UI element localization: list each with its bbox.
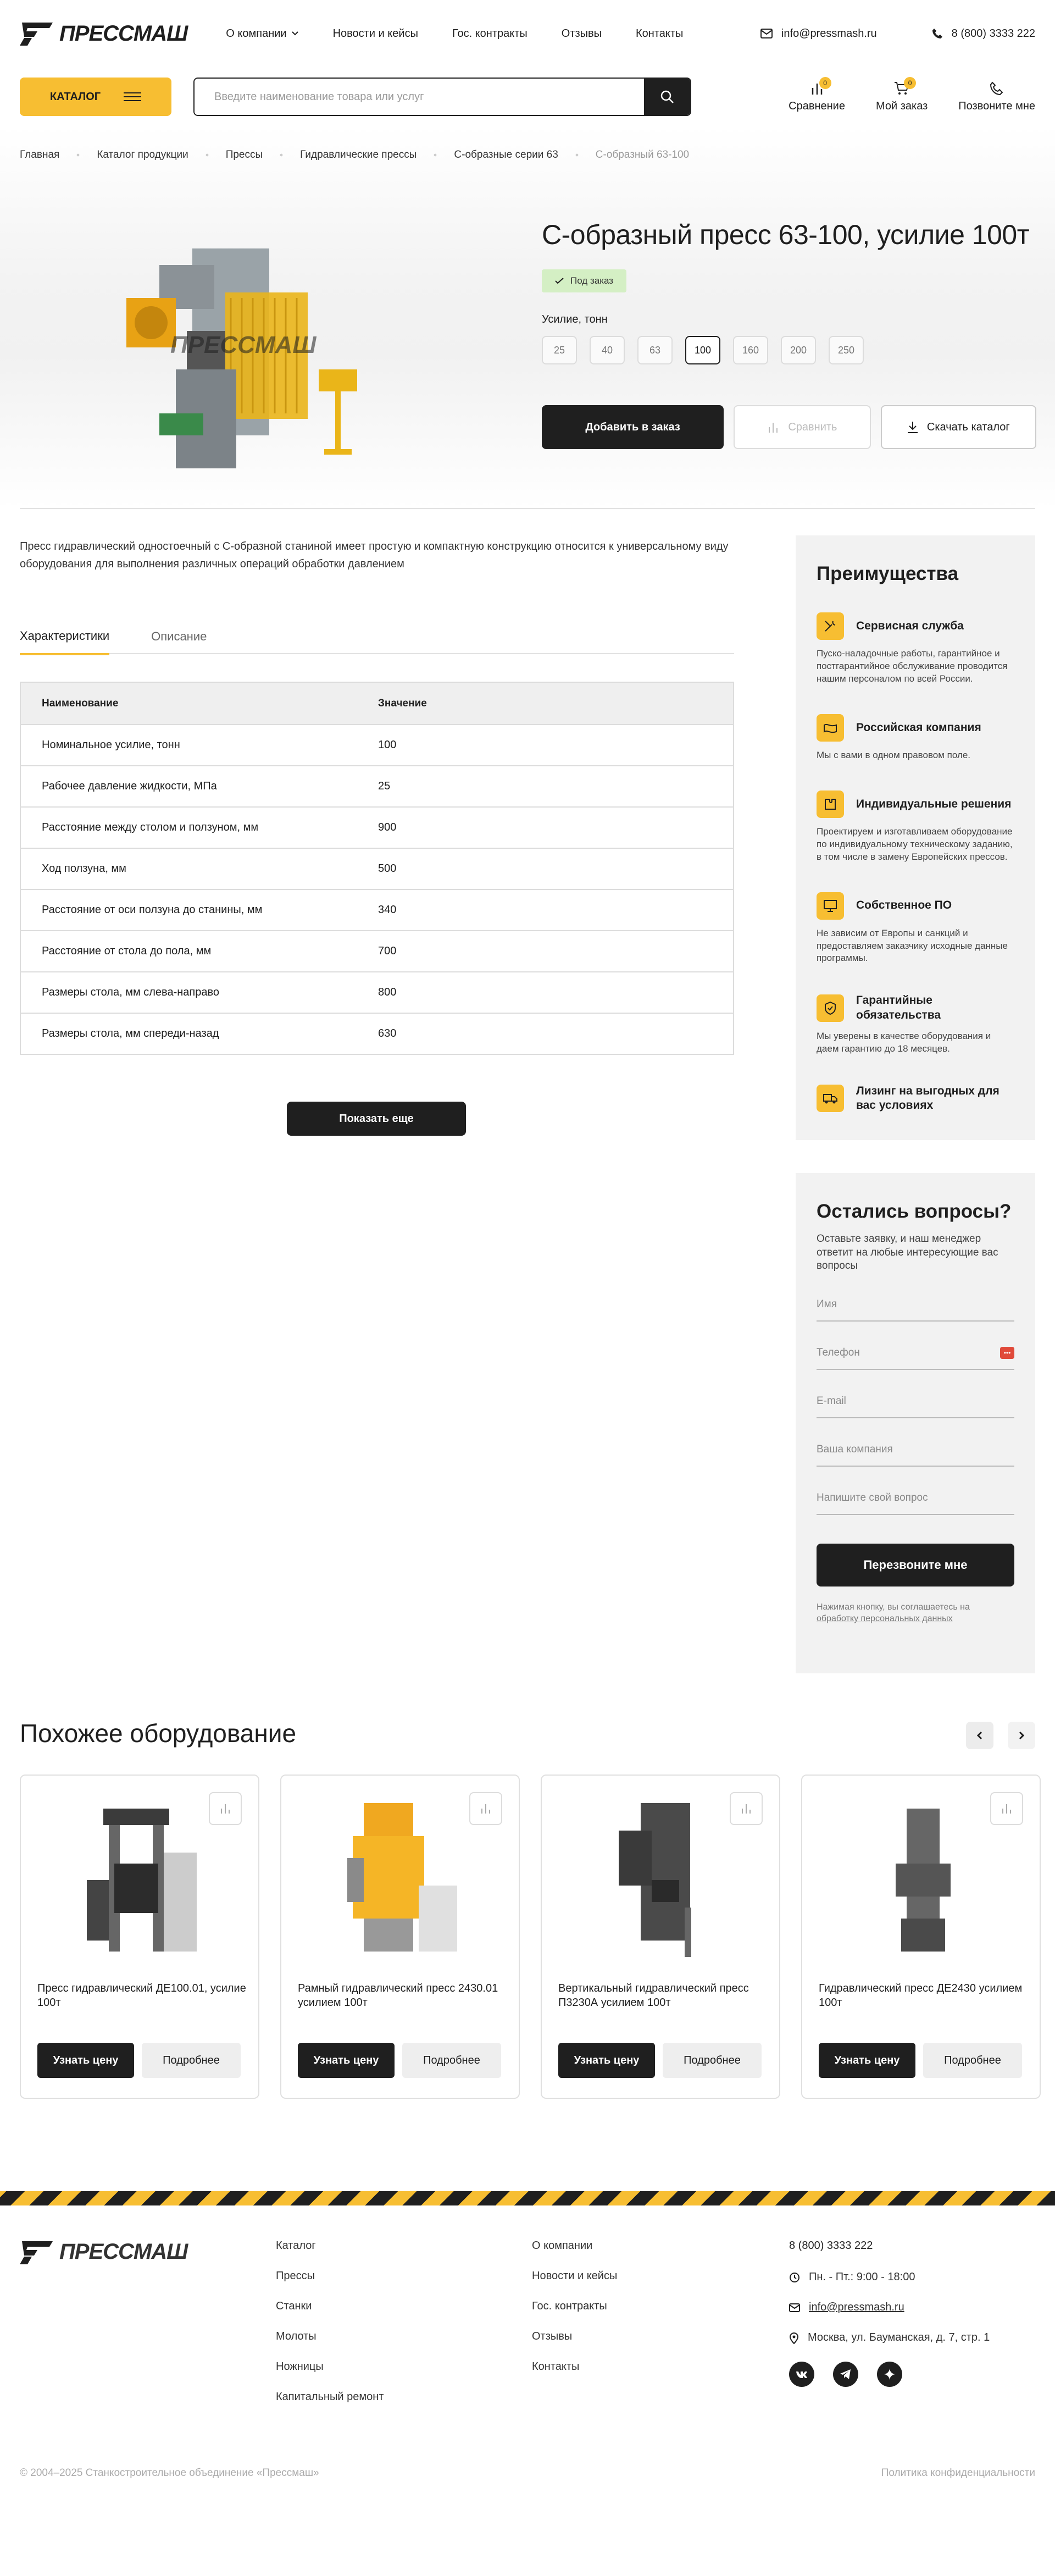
bar-chart-icon (767, 421, 779, 434)
force-selector (542, 336, 1036, 364)
clock-icon (789, 2272, 800, 2283)
nav-item-about[interactable] (226, 27, 298, 40)
compare-label: Сравнить (788, 421, 837, 433)
card-compare-button[interactable] (990, 1792, 1023, 1825)
download-catalog-button[interactable] (881, 405, 1036, 449)
bar-chart-icon (1001, 1803, 1013, 1815)
product-card[interactable] (801, 1775, 1041, 2099)
force-option[interactable]: 250 (829, 336, 864, 364)
details-button[interactable]: Подробнее (923, 2043, 1022, 2078)
mail-icon (760, 29, 773, 38)
force-option[interactable]: 25 (542, 336, 577, 364)
privacy-link[interactable]: обработку персональных данных (817, 1613, 953, 1623)
card-title[interactable]: Вертикальный гидравлический пресс П3230А усилием 100т (558, 1982, 749, 2009)
name-field[interactable] (817, 1289, 1014, 1322)
question-field[interactable] (817, 1482, 1014, 1515)
column-header: Наименование (42, 697, 119, 709)
field-placeholder: Напишите свой вопрос (817, 1492, 928, 1504)
phone-icon (990, 81, 1004, 96)
vk-icon[interactable] (789, 2362, 814, 2387)
footer-link[interactable]: Станки (276, 2300, 312, 2312)
card-compare-button[interactable] (209, 1792, 242, 1825)
table-row (21, 971, 733, 1013)
hazard-stripe (0, 2191, 1055, 2205)
product-hero (0, 126, 1055, 508)
details-button[interactable]: Подробнее (402, 2043, 501, 2078)
phone-icon (932, 28, 943, 39)
search-bar (193, 78, 691, 116)
breadcrumb-item[interactable]: Каталог продукции (97, 149, 188, 161)
compare-button[interactable] (734, 405, 870, 449)
header-row (0, 67, 1055, 126)
top-bar (0, 0, 1055, 67)
breadcrumb (0, 126, 1055, 184)
bar-chart-icon (740, 1803, 752, 1815)
advantages-panel (796, 535, 1035, 1140)
spec-name: Расстояние между столом и ползуном, мм (42, 821, 259, 833)
card-image (863, 1798, 981, 1963)
advantage-title: Лизинг на выгодных для вас условиях (856, 1084, 1000, 1112)
column-header: Значение (378, 697, 427, 709)
callback-link[interactable] (958, 81, 1035, 113)
breadcrumb-item[interactable]: Прессы (225, 149, 263, 161)
spec-name: Расстояние от оси ползуна до станины, мм (42, 904, 263, 916)
email-text: info@pressmash.ru (781, 27, 877, 40)
spec-value: 800 (378, 986, 397, 998)
advantage-text: Не зависим от Европы и санкций и предоставляем заказчику исходные данные программы. (817, 927, 1008, 964)
flag-icon (817, 714, 844, 742)
force-option-selected[interactable]: 100 (685, 336, 720, 364)
advantage-item (817, 612, 1014, 686)
top-nav (226, 27, 683, 40)
catalog-button[interactable] (20, 78, 171, 116)
force-option[interactable]: 160 (733, 336, 768, 364)
order-label: Мой заказ (875, 99, 928, 112)
advantage-item (817, 791, 1014, 864)
logo-mark-icon (20, 21, 54, 46)
form-title: Остались вопросы? (817, 1201, 1012, 1222)
advantage-item (817, 892, 1014, 965)
telegram-icon[interactable] (833, 2362, 858, 2387)
shield-icon (817, 994, 844, 1022)
footer-company-links (532, 2240, 617, 2391)
card-title[interactable]: Гидравлический пресс ДЕ2430 усилием 100т (819, 1982, 1023, 2009)
advantage-item (817, 993, 1014, 1055)
breadcrumb-separator (575, 154, 578, 157)
card-compare-button[interactable] (730, 1792, 763, 1825)
product-image[interactable] (93, 232, 385, 485)
field-placeholder: E-mail (817, 1395, 846, 1407)
download-icon (907, 421, 918, 433)
my-order-link[interactable] (876, 81, 928, 113)
spec-value: 340 (378, 904, 397, 916)
callback-form (796, 1173, 1035, 1673)
search-button[interactable] (644, 79, 690, 115)
footer-link[interactable]: Гос. контракты (532, 2300, 607, 2312)
footer-email[interactable] (789, 2301, 990, 2314)
footer-contacts (789, 2240, 990, 2404)
callback-label: Позвоните мне (958, 99, 1035, 112)
advantage-title: Российская компания (856, 721, 981, 734)
puzzle-icon (817, 791, 844, 818)
breadcrumb-current: С-образный 63-100 (595, 149, 690, 161)
truck-icon (817, 1085, 844, 1112)
chevron-down-icon (291, 31, 299, 36)
advantage-item (817, 1084, 1014, 1113)
breadcrumb-separator (206, 154, 208, 157)
table-row (21, 765, 733, 806)
status-text: Под заказ (570, 275, 614, 286)
advantage-text: Проектируем и изготавливаем оборудование по индивидуальному техническому заданию, в том числе в замену Европейских прессов. (817, 826, 1013, 862)
search-input[interactable] (195, 79, 644, 115)
tab-specs[interactable]: Характеристики (20, 619, 109, 655)
similar-title: Похожее оборудование (20, 1719, 297, 1748)
advantage-title: Собственное ПО (856, 899, 952, 912)
advantage-text: Мы с вами в одном правовом поле. (817, 749, 971, 760)
order-count: 0 (904, 77, 916, 89)
nav-item-contacts[interactable]: Контакты (636, 27, 684, 40)
footer-phone[interactable]: 8 (800) 3333 222 (789, 2240, 873, 2252)
footer-catalog-links (276, 2240, 384, 2421)
field-placeholder: Ваша компания (817, 1444, 893, 1456)
footer-link[interactable]: Прессы (276, 2270, 315, 2282)
card-title[interactable]: Пресс гидравлический ДЕ100.01, усилие 100т (37, 1982, 246, 2009)
hours-text: Пн. - Пт.: 9:00 - 18:00 (809, 2271, 915, 2283)
nav-item-contracts[interactable]: Гос. контракты (452, 27, 528, 40)
nav-label: О компании (226, 27, 287, 40)
mail-icon (789, 2303, 800, 2312)
product-description: Пресс гидравлический одностоечный с С-образной станиной имеет простую и компактную конструкцию относится к универсальному виду оборудования для выполнения различных операций обработки давлением (20, 540, 729, 570)
logo[interactable] (20, 21, 187, 46)
get-price-button[interactable]: Узнать цену (37, 2043, 134, 2078)
bar-chart-icon (480, 1803, 492, 1815)
table-header (21, 683, 733, 724)
compare-label: Сравнение (789, 99, 845, 112)
footer-address (789, 2331, 990, 2344)
chevron-left-icon (976, 1731, 983, 1740)
footer-link[interactable]: Молоты (276, 2330, 316, 2342)
product-tabs (20, 619, 734, 654)
spec-name: Рабочее давление жидкости, МПа (42, 780, 217, 792)
show-more-button[interactable]: Показать еще (287, 1102, 466, 1136)
search-icon (660, 90, 674, 104)
prev-arrow-button[interactable] (966, 1722, 993, 1749)
advantage-title: Сервисная служба (856, 619, 964, 632)
spec-name: Размеры стола, мм слева-направо (42, 986, 219, 998)
details-button[interactable]: Подробнее (663, 2043, 762, 2078)
advantage-text: Мы уверены в качестве оборудования и даем гарантию до 18 месяцев. (817, 1030, 991, 1054)
spec-name: Расстояние от стола до пола, мм (42, 945, 212, 957)
advantage-item (817, 714, 1014, 762)
company-field[interactable] (817, 1434, 1014, 1467)
force-option[interactable]: 200 (781, 336, 816, 364)
breadcrumb-separator (434, 154, 437, 157)
consent-text (817, 1602, 1014, 1625)
footer-logo[interactable] (20, 2240, 187, 2282)
spec-value: 700 (378, 945, 397, 957)
spec-value: 100 (378, 739, 397, 751)
header-phone[interactable] (932, 27, 1035, 40)
force-label: Усилие, тонн (542, 313, 608, 325)
wrench-icon (817, 612, 844, 640)
table-row (21, 930, 733, 971)
breadcrumb-separator (77, 154, 80, 157)
email-text: info@pressmash.ru (809, 2301, 904, 2313)
footer-link[interactable]: Контакты (532, 2361, 580, 2373)
next-arrow-button[interactable] (1008, 1722, 1035, 1749)
nav-item-news[interactable]: Новости и кейсы (332, 27, 418, 40)
spec-value: 25 (378, 780, 391, 792)
check-icon (555, 278, 564, 284)
force-option[interactable]: 63 (637, 336, 673, 364)
logo-text: ПРЕССМАШ (59, 2240, 188, 2264)
card-image (342, 1798, 460, 1963)
password-manager-icon[interactable]: ••• (1000, 1347, 1014, 1359)
specs-table (20, 682, 734, 1055)
table-row (21, 1013, 733, 1054)
spec-value: 500 (378, 863, 397, 875)
footer (0, 2205, 1055, 2497)
phone-field[interactable] (817, 1337, 1014, 1370)
nav-item-reviews[interactable]: Отзывы (561, 27, 602, 40)
compare-count: 0 (819, 77, 831, 89)
product-card[interactable] (280, 1775, 520, 2099)
bar-chart-icon (219, 1803, 231, 1815)
header-email[interactable] (760, 27, 877, 40)
breadcrumb-item[interactable]: Главная (20, 149, 60, 161)
location-pin-icon (789, 2332, 799, 2344)
breadcrumb-item[interactable]: С-образные серии 63 (454, 149, 558, 161)
field-placeholder: Имя (817, 1298, 837, 1311)
field-placeholder: Телефон (817, 1347, 860, 1359)
status-badge (542, 269, 626, 292)
download-label: Скачать каталог (926, 421, 1010, 433)
phone-text: 8 (800) 3333 222 (951, 27, 1035, 40)
footer-link[interactable]: О компании (532, 2240, 593, 2252)
product-section (0, 184, 1055, 508)
card-image (602, 1798, 721, 1963)
get-price-button[interactable]: Узнать цену (298, 2043, 395, 2078)
card-compare-button[interactable] (469, 1792, 502, 1825)
card-title[interactable]: Рамный гидравлический пресс 2430.01 усилием 100т (298, 1982, 498, 2009)
chevron-right-icon (1018, 1731, 1025, 1740)
monitor-icon (817, 892, 844, 920)
product-card[interactable] (20, 1775, 259, 2099)
form-subtitle: Оставьте заявку, и наш менеджер ответит на любые интересующие вас вопросы (817, 1233, 998, 1272)
breadcrumb-item[interactable]: Гидравлические прессы (300, 149, 417, 161)
footer-link[interactable]: Капитальный ремонт (276, 2391, 384, 2403)
main-content (0, 509, 1055, 1718)
privacy-policy-link[interactable]: Политика конфиденциальности (881, 2467, 1035, 2479)
advantage-title: Индивидуальные решения (856, 797, 1012, 810)
get-price-button[interactable]: Узнать цену (558, 2043, 655, 2078)
consent-label: Нажимая кнопку, вы соглашаетесь на (817, 1602, 970, 1612)
address-text: Москва, ул. Бауманская, д. 7, стр. 1 (808, 2331, 990, 2343)
footer-link[interactable]: Каталог (276, 2240, 316, 2252)
table-row (21, 889, 733, 930)
spec-value: 630 (378, 1027, 397, 1040)
dzen-icon[interactable] (877, 2362, 902, 2387)
spec-name: Ход ползуна, мм (42, 863, 126, 875)
advantages-title: Преимущества (817, 563, 959, 584)
footer-hours (789, 2271, 990, 2284)
table-row (21, 806, 733, 848)
product-title: С-образный пресс 63-100, усилие 100т (542, 219, 1030, 250)
footer-link[interactable]: Ножницы (276, 2361, 324, 2373)
svg-text:ПРЕССМАШ: ПРЕССМАШ (170, 331, 316, 358)
force-option[interactable]: 40 (590, 336, 625, 364)
get-price-button[interactable]: Узнать цену (819, 2043, 915, 2078)
compare-link[interactable] (789, 81, 845, 113)
advantage-title: Гарантийные обязательства (856, 994, 941, 1021)
add-to-order-button[interactable]: Добавить в заказ (542, 405, 724, 449)
copyright: © 2004–2025 Станкостроительное объединение «Прессмаш» (20, 2467, 319, 2479)
logo-text: ПРЕССМАШ (59, 21, 188, 46)
menu-icon (124, 92, 141, 102)
tab-description[interactable]: Описание (151, 629, 207, 643)
spec-name: Номинальное усилие, тонн (42, 739, 180, 751)
footer-link[interactable]: Отзывы (532, 2330, 573, 2342)
table-row (21, 724, 733, 765)
catalog-label: КАТАЛОГ (49, 90, 101, 103)
email-field[interactable] (817, 1385, 1014, 1418)
logo-mark-icon (20, 2240, 54, 2264)
submit-callback-button[interactable]: Перезвоните мне (817, 1544, 1014, 1586)
breadcrumb-separator (280, 154, 283, 157)
spec-value: 900 (378, 821, 397, 833)
product-card[interactable] (541, 1775, 780, 2099)
footer-link[interactable]: Новости и кейсы (532, 2270, 618, 2282)
advantage-text: Пуско-наладочные работы, гарантийное и постгарантийное обслуживание проводится нашим персоналом по всей России. (817, 648, 1008, 684)
table-row (21, 848, 733, 889)
details-button[interactable]: Подробнее (142, 2043, 241, 2078)
similar-equipment (0, 1718, 1055, 2191)
spec-name: Размеры стола, мм спереди-назад (42, 1027, 219, 1040)
card-image (81, 1798, 200, 1963)
